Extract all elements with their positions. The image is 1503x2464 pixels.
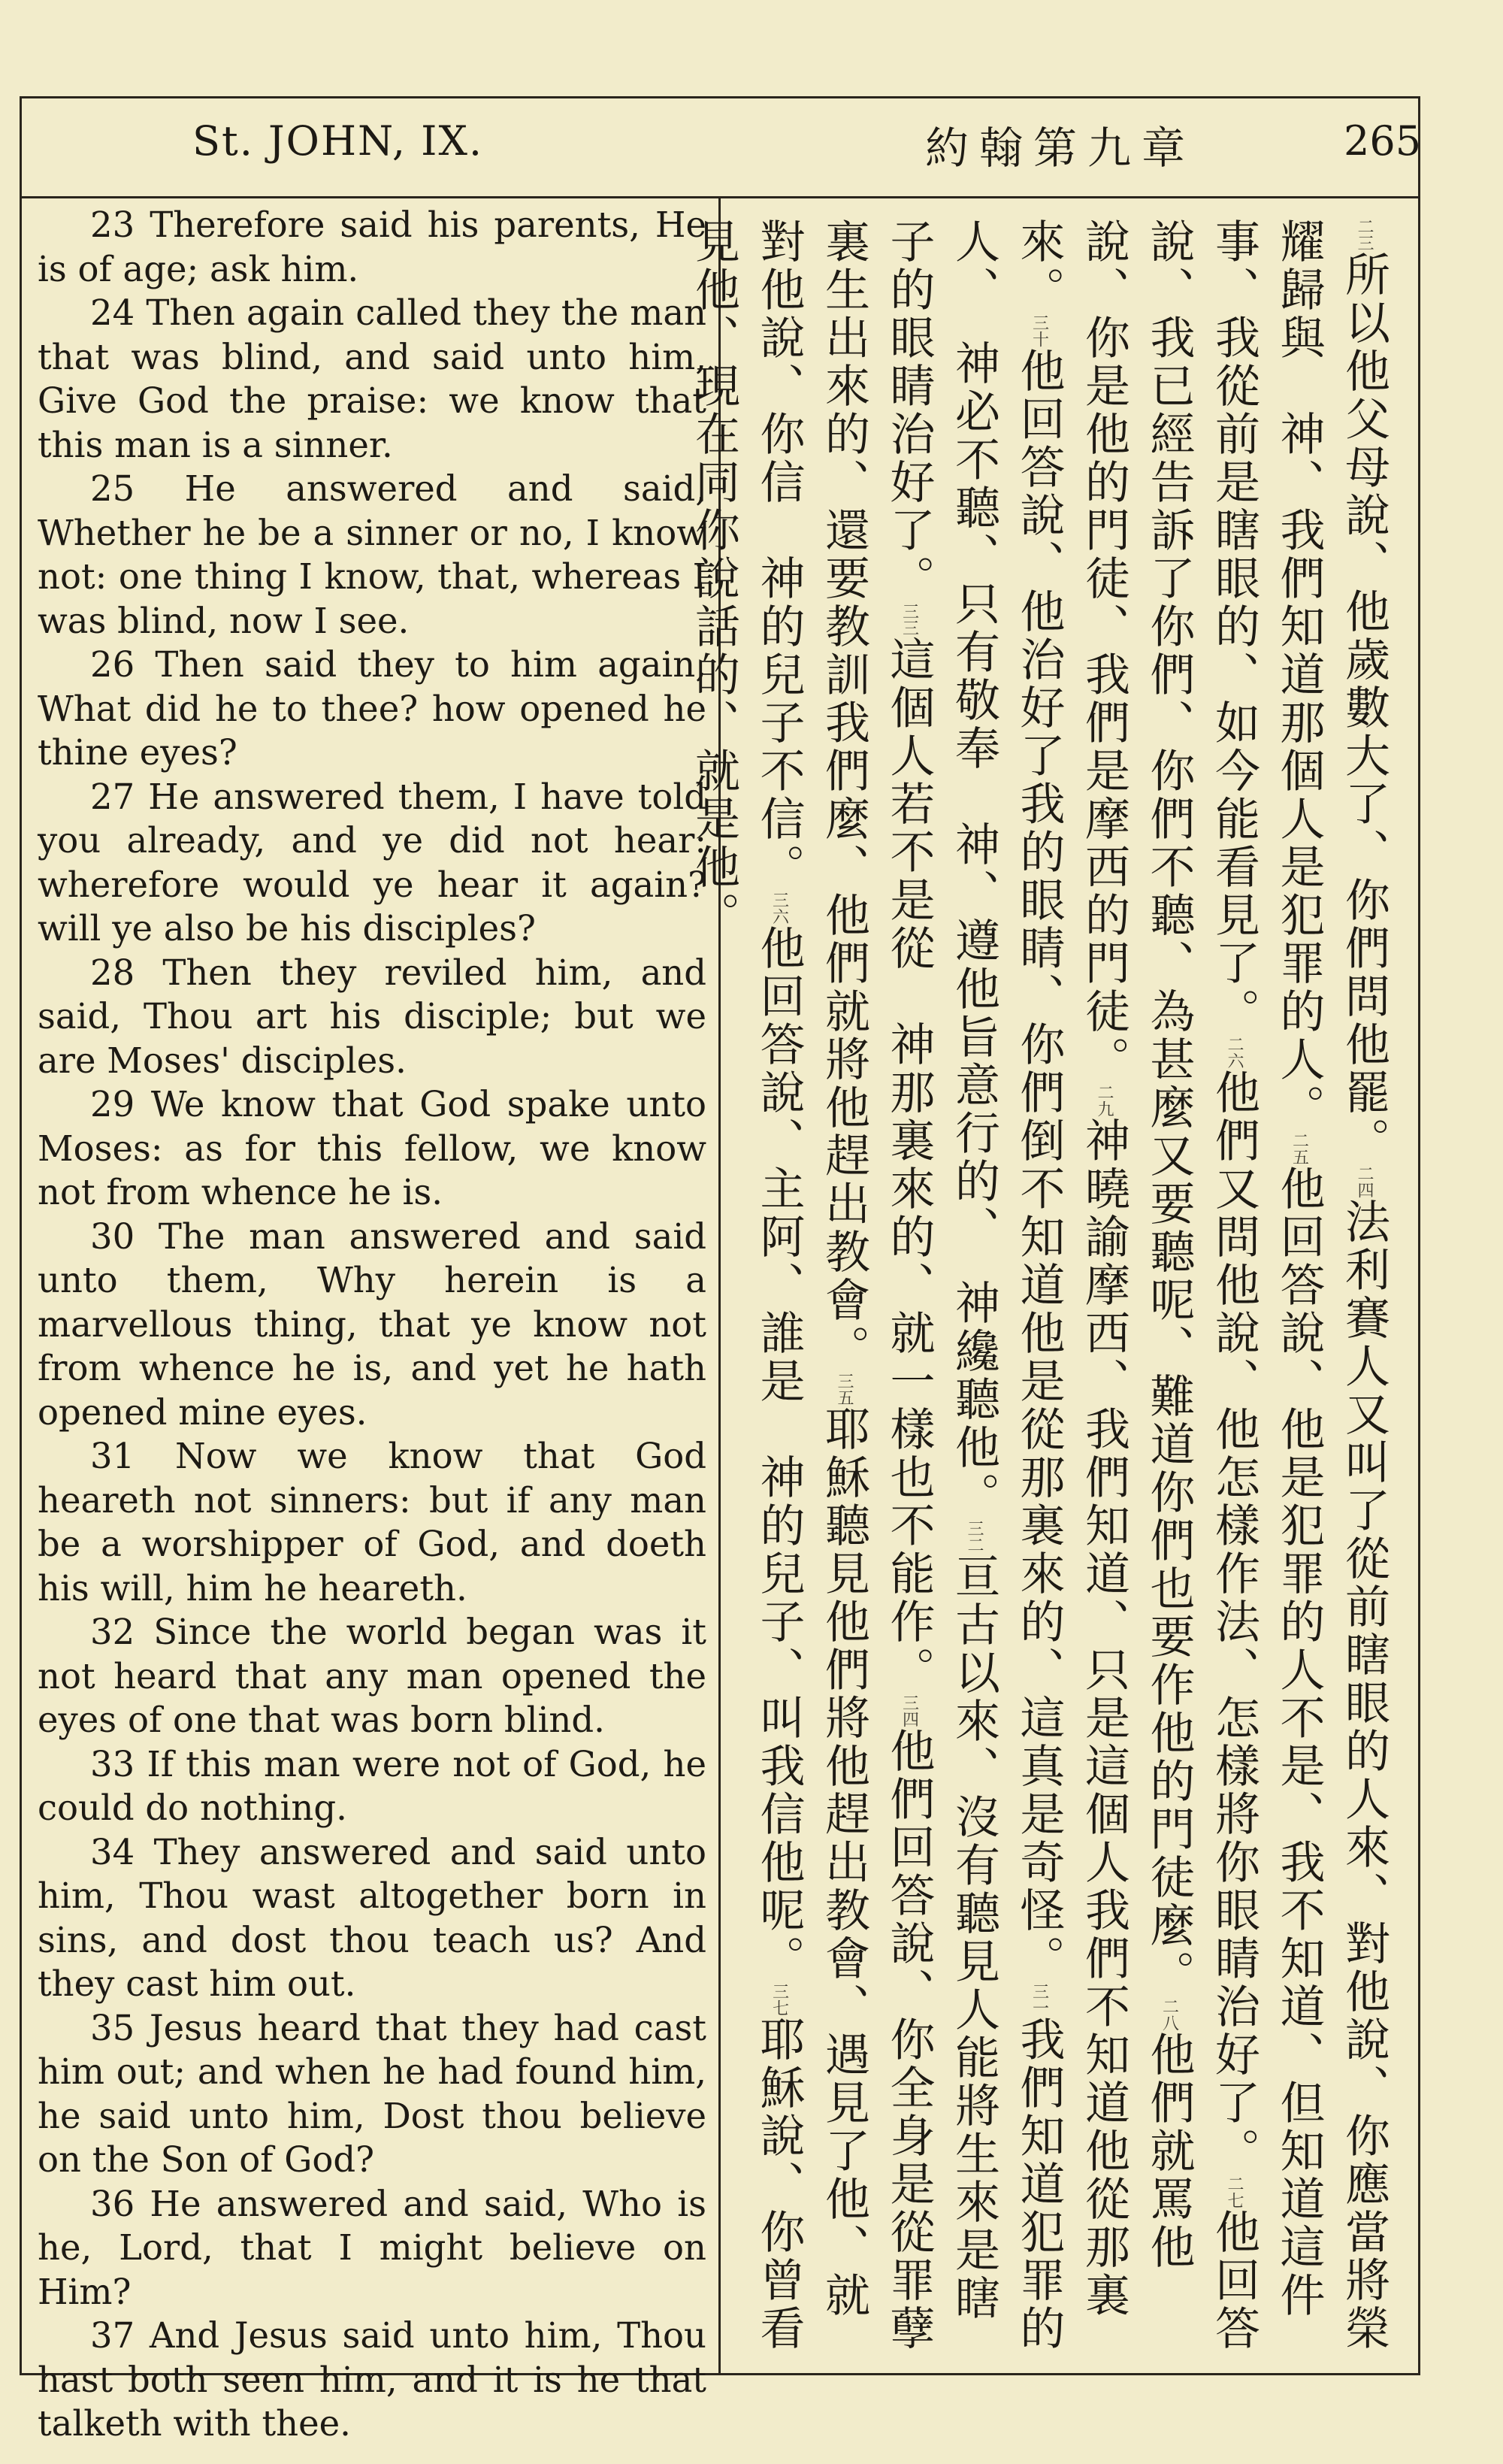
english-verse bbox=[38, 2314, 706, 2446]
verse-text: We know that God spake unto Moses: as for this fellow, we know not from whence he is. bbox=[38, 1084, 706, 1212]
verse-number: 29 bbox=[90, 1084, 135, 1125]
verse-number: 三六 bbox=[770, 891, 789, 925]
page-header bbox=[20, 96, 1420, 198]
verse-text: 耶穌說、你曾看見他、現在同你說話的、就是他。 bbox=[688, 218, 806, 2353]
verse-text: 他回答說、他治好了我的眼睛、你們倒不知道他是從那裏來的、這真是奇怪。 bbox=[1012, 347, 1066, 1983]
verse-text: 耶穌聽見他們將他趕出教會、遇見了他、就對他說、你信 神的兒子不信。 bbox=[752, 218, 870, 2320]
verse-text: Then said they to him again, What did he to thee? how opened he thine eyes? bbox=[38, 644, 707, 773]
verse-text: Then they reviled him, and said, Thou art his disciple; but we are Moses' disciples. bbox=[38, 952, 707, 1081]
verse-text: Then again called they the man that was blind, and said unto him, Give God the praise: we know that this man is a sinner. bbox=[38, 292, 706, 465]
english-running-title: St. JOHN, IX. bbox=[192, 117, 484, 165]
english-verse bbox=[38, 1434, 706, 1610]
verse-text: He answered and said, Whether he be a sinner or no, I know not: one thing I know, that, whereas I was blind, now I see. bbox=[38, 468, 706, 641]
verse-text: 亘古以來、沒有聽見人能將生來是瞎子的眼睛治好了。 bbox=[882, 218, 1000, 2323]
english-verse bbox=[38, 2182, 706, 2314]
verse-text: They answered and said unto him, Thou wast altogether born in sins, and dost thou teach us? And they cast him out. bbox=[38, 1831, 707, 2004]
english-verse bbox=[38, 203, 706, 291]
verse-text: 他回答說、主阿、誰是 神的兒子、叫我信他呢。 bbox=[752, 925, 806, 1983]
verse-text: Now we know that God heareth not sinners: but if any man be a worshipper of God, and doeth his will, him he heareth. bbox=[38, 1436, 706, 1609]
verse-text: Jesus heard that they had cast him out; and when he had found him, he said unto him, Dost thou believe on the Son of God? bbox=[38, 2007, 706, 2180]
english-verse bbox=[38, 1830, 706, 2006]
verse-number: 35 bbox=[90, 2007, 135, 2048]
verse-text: 這個人若不是從 神那裏來的、就一樣也不能作。 bbox=[882, 636, 936, 1694]
verse-number: 30 bbox=[90, 1215, 135, 1257]
english-verse bbox=[38, 2006, 706, 2182]
verse-number: 三十 bbox=[1030, 314, 1049, 347]
verse-text: And Jesus said unto him, Thou hast both seen him, and it is he that talketh with thee. bbox=[38, 2315, 707, 2444]
verse-text: 他們又問他說、他怎樣作法、怎樣將你眼睛治好了。 bbox=[1208, 1069, 1260, 2175]
english-verse bbox=[38, 1082, 706, 1215]
english-verse bbox=[38, 1742, 706, 1830]
verse-text: 他們回答說、你全身是從罪孽裏生出來的、還要教訓我們麼、他們就將他趕出教會。 bbox=[818, 218, 936, 2353]
english-verse bbox=[38, 467, 706, 643]
verse-number: 二四 bbox=[1355, 1165, 1374, 1198]
verse-number: 二五 bbox=[1290, 1132, 1309, 1165]
verse-number: 33 bbox=[90, 1743, 135, 1784]
verse-text: The man answered and said unto them, Why herein is a marvellous thing, that ye know not from whence he is, and yet he hath opened mine eyes. bbox=[38, 1215, 707, 1433]
chinese-column bbox=[688, 218, 1396, 2360]
chinese-verses bbox=[682, 218, 1397, 2360]
verse-text: 所以他父母說、他歲數大了、你們問他罷。 bbox=[1338, 251, 1390, 1165]
verse-text: Therefore said his parents, He is of age; ask him. bbox=[38, 204, 706, 289]
verse-number: 28 bbox=[90, 952, 135, 993]
verse-text: 神曉諭摩西、我們知道、只是這個人我們不知道他從那裏來。 bbox=[1012, 218, 1130, 2320]
verse-text: Since the world began was it not heard that any man opened the eyes of one that was born blind. bbox=[38, 1612, 706, 1740]
verse-number: 三一 bbox=[1030, 1983, 1049, 2016]
verse-number: 三四 bbox=[900, 1694, 919, 1727]
english-column bbox=[38, 203, 706, 2446]
english-verse bbox=[38, 951, 706, 1083]
verse-number: 37 bbox=[90, 2315, 135, 2356]
verse-number: 二九 bbox=[1095, 1084, 1114, 1117]
verse-number: 二六 bbox=[1225, 1036, 1244, 1069]
verse-number: 三五 bbox=[835, 1373, 854, 1406]
verse-number: 三二 bbox=[965, 1520, 984, 1553]
chinese-running-title: 約翰第九章 bbox=[925, 123, 1196, 174]
verse-text: 我們知道犯罪的人、 神必不聽、只有敬奉 神、遵他旨意行的、 神纔聽他。 bbox=[948, 218, 1066, 2353]
english-verse bbox=[38, 775, 706, 951]
verse-text: 他回答說、我已經告訴了你們、你們不聽、為甚麼又要聽呢、難道你們也要作他的門徒麼。 bbox=[1142, 218, 1260, 2353]
verse-number: 32 bbox=[90, 1612, 135, 1652]
verse-text: If this man were not of God, he could do nothing. bbox=[38, 1743, 706, 1828]
verse-number: 23 bbox=[90, 204, 135, 245]
verse-text: 法利賽人又叫了從前瞎眼的人來、對他說、你應當將榮耀歸與 神、我們知道那個人是犯罪的人。 bbox=[1272, 218, 1390, 2353]
verse-text: He answered and said, Who is he, Lord, that I might believe on Him? bbox=[38, 2183, 706, 2312]
verse-number: 31 bbox=[90, 1436, 135, 1476]
verse-number: 二三 bbox=[1355, 218, 1374, 251]
verse-number: 34 bbox=[90, 1831, 135, 1872]
verse-number: 24 bbox=[90, 292, 135, 333]
verse-number: 二七 bbox=[1225, 2175, 1244, 2208]
english-verse bbox=[38, 291, 706, 467]
verse-number: 26 bbox=[90, 644, 135, 685]
english-verse bbox=[38, 1610, 706, 1742]
verse-number: 25 bbox=[90, 468, 135, 509]
verse-number: 36 bbox=[90, 2183, 135, 2224]
english-verse bbox=[38, 1215, 706, 1435]
verse-number: 27 bbox=[90, 776, 135, 817]
verse-number: 二八 bbox=[1160, 1998, 1179, 2031]
verse-text: 他回答說、他是犯罪的人不是、我不知道、但知道這件事、我從前是瞎眼的、如今能看見了。 bbox=[1208, 218, 1326, 2320]
verse-number: 三七 bbox=[770, 1983, 789, 2016]
verse-text: 他們就罵他說、你是他的門徒、我們是摩西的門徒。 bbox=[1078, 218, 1196, 2272]
page-number: 265 bbox=[1344, 117, 1422, 165]
verse-number: 三三 bbox=[900, 603, 919, 636]
english-verse bbox=[38, 643, 706, 775]
verse-text: He answered them, I have told you already, and ye did not hear: wherefore would ye hear it again? will ye also be his disciples? bbox=[38, 776, 706, 949]
